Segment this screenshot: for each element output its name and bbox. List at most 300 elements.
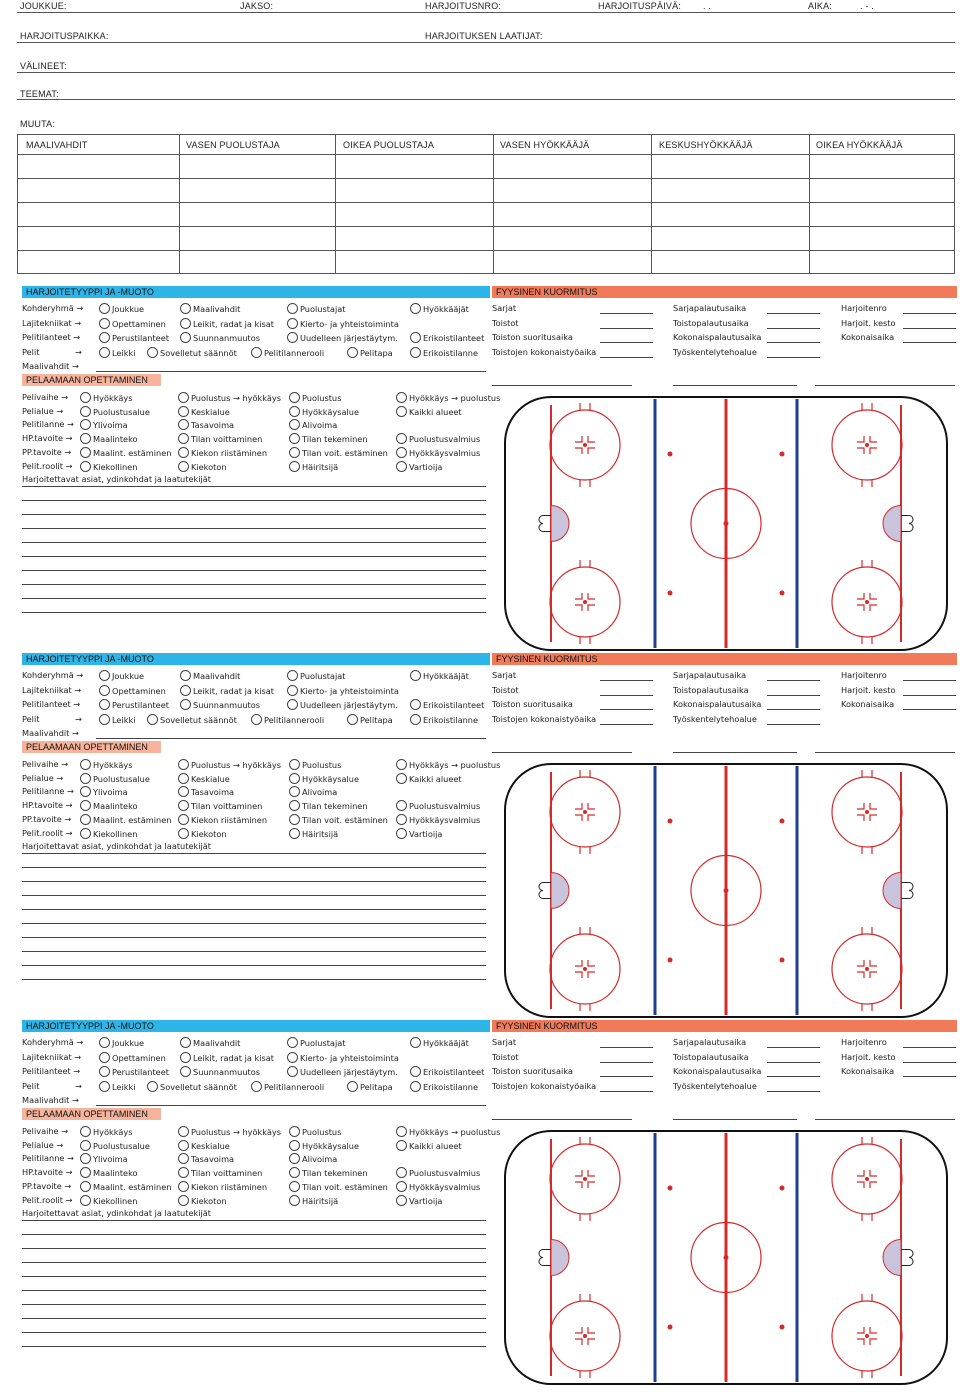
- load-input-line[interactable]: [903, 1047, 956, 1048]
- radio-circle[interactable]: [80, 800, 91, 811]
- option-joukkue[interactable]: Joukkue: [99, 1037, 144, 1049]
- load-input-line[interactable]: [903, 328, 956, 329]
- radio-circle[interactable]: [396, 800, 407, 811]
- radio-circle[interactable]: [396, 1195, 407, 1206]
- option-kaikki-alueet[interactable]: Kaikki alueet: [396, 1140, 462, 1152]
- option-maalinteko[interactable]: Maalinteko: [80, 1167, 138, 1179]
- notes-line[interactable]: [22, 598, 486, 599]
- radio-circle[interactable]: [396, 828, 407, 839]
- ice-rink[interactable]: [495, 762, 957, 1019]
- notes-line[interactable]: [22, 528, 486, 529]
- radio-circle[interactable]: [396, 433, 407, 444]
- radio-circle[interactable]: [410, 714, 421, 725]
- load-input-line[interactable]: [767, 313, 820, 314]
- radio-circle[interactable]: [396, 1167, 407, 1178]
- ice-rink[interactable]: [495, 395, 957, 652]
- radio-circle[interactable]: [178, 828, 189, 839]
- radio-circle[interactable]: [178, 1140, 189, 1151]
- option-häiritsijä[interactable]: Häiritsijä: [289, 828, 338, 840]
- notes-line[interactable]: [22, 556, 486, 557]
- option-pelitapa[interactable]: Pelitapa: [347, 714, 393, 726]
- option-hyökkäys[interactable]: Hyökkäys: [80, 759, 132, 771]
- radio-circle[interactable]: [178, 800, 189, 811]
- option-vartioija[interactable]: Vartioija: [396, 1195, 442, 1207]
- radio-circle[interactable]: [80, 1167, 91, 1178]
- option-puolustus[interactable]: Puolustus: [289, 392, 341, 404]
- radio-circle[interactable]: [99, 1052, 110, 1063]
- option-pelitapa[interactable]: Pelitapa: [347, 347, 393, 359]
- radio-circle[interactable]: [80, 433, 91, 444]
- load-input-line[interactable]: [903, 313, 956, 314]
- radio-circle[interactable]: [347, 347, 358, 358]
- option-tilan-tekeminen[interactable]: Tilan tekeminen: [289, 1167, 368, 1179]
- radio-circle[interactable]: [178, 786, 189, 797]
- radio-circle[interactable]: [289, 406, 300, 417]
- notes-line[interactable]: [22, 979, 486, 980]
- option-leikit-radat-ja-kisat[interactable]: Leikit, radat ja kisat: [180, 318, 274, 330]
- load-input-line[interactable]: [600, 342, 653, 343]
- radio-circle[interactable]: [180, 1052, 191, 1063]
- notes-line[interactable]: [22, 867, 486, 868]
- load-input-line[interactable]: [767, 357, 820, 358]
- option-alivoima[interactable]: Alivoima: [289, 419, 337, 431]
- radio-circle[interactable]: [178, 433, 189, 444]
- option-erikoistilanteet[interactable]: Erikoistilanteet: [410, 332, 484, 344]
- option-puolustajat[interactable]: Puolustajat: [287, 670, 345, 682]
- radio-circle[interactable]: [289, 1181, 300, 1192]
- radio-circle[interactable]: [410, 303, 421, 314]
- option-puolustajat[interactable]: Puolustajat: [287, 1037, 345, 1049]
- option-kaikki-alueet[interactable]: Kaikki alueet: [396, 406, 462, 418]
- option-pelitilannerooli[interactable]: Pelitilannerooli: [251, 1081, 324, 1093]
- radio-circle[interactable]: [99, 714, 110, 725]
- load-extra-line[interactable]: [492, 1119, 632, 1120]
- option-maalivahdit[interactable]: Maalivahdit: [180, 670, 240, 682]
- radio-circle[interactable]: [251, 1081, 262, 1092]
- radio-circle[interactable]: [410, 1081, 421, 1092]
- radio-circle[interactable]: [99, 347, 110, 358]
- load-extra-line[interactable]: [673, 752, 797, 753]
- option-puolustusalue[interactable]: Puolustusalue: [80, 1140, 150, 1152]
- notes-line[interactable]: [22, 1220, 486, 1221]
- load-input-line[interactable]: [600, 1047, 653, 1048]
- radio-circle[interactable]: [80, 461, 91, 472]
- notes-line[interactable]: [22, 1248, 486, 1249]
- option-hyökkäys[interactable]: Hyökkäys: [80, 1126, 132, 1138]
- radio-circle[interactable]: [178, 461, 189, 472]
- option-kiekon-riistäminen[interactable]: Kiekon riistäminen: [178, 814, 267, 826]
- load-input-line[interactable]: [903, 709, 956, 710]
- notes-line[interactable]: [22, 909, 486, 910]
- radio-circle[interactable]: [410, 699, 421, 710]
- radio-circle[interactable]: [251, 714, 262, 725]
- radio-circle[interactable]: [178, 392, 189, 403]
- radio-circle[interactable]: [80, 814, 91, 825]
- option-leikki[interactable]: Leikki: [99, 347, 136, 359]
- option-suunnanmuutos[interactable]: Suunnanmuutos: [180, 1066, 260, 1078]
- time-value[interactable]: . - .: [860, 1, 874, 11]
- option-alivoima[interactable]: Alivoima: [289, 786, 337, 798]
- radio-circle[interactable]: [396, 773, 407, 784]
- radio-circle[interactable]: [80, 392, 91, 403]
- notes-line[interactable]: [22, 500, 486, 501]
- radio-circle[interactable]: [147, 714, 158, 725]
- load-extra-line[interactable]: [492, 752, 632, 753]
- option-uudelleen-järjestäytym[interactable]: Uudelleen järjestäytym.: [287, 332, 398, 344]
- notes-line[interactable]: [22, 1346, 486, 1347]
- option-pelitilannerooli[interactable]: Pelitilannerooli: [251, 347, 324, 359]
- notes-line[interactable]: [22, 1276, 486, 1277]
- radio-circle[interactable]: [80, 1126, 91, 1137]
- notes-line[interactable]: [22, 514, 486, 515]
- option-maalint-estäminen[interactable]: Maalint. estäminen: [80, 1181, 171, 1193]
- radio-circle[interactable]: [147, 1081, 158, 1092]
- radio-circle[interactable]: [289, 1167, 300, 1178]
- option-tilan-voittaminen[interactable]: Tilan voittaminen: [178, 433, 262, 445]
- radio-circle[interactable]: [80, 419, 91, 430]
- notes-line[interactable]: [22, 895, 486, 896]
- goalies-line[interactable]: [96, 738, 486, 739]
- notes-line[interactable]: [22, 612, 486, 613]
- radio-circle[interactable]: [410, 332, 421, 343]
- option-erikoistilanne[interactable]: Erikoistilanne: [410, 714, 478, 726]
- option-suunnanmuutos[interactable]: Suunnanmuutos: [180, 699, 260, 711]
- radio-circle[interactable]: [99, 670, 110, 681]
- notes-line[interactable]: [22, 1262, 486, 1263]
- option-perustilanteet[interactable]: Perustilanteet: [99, 1066, 169, 1078]
- radio-circle[interactable]: [289, 759, 300, 770]
- option-kierto-ja-yhteistoiminta[interactable]: Kierto- ja yhteistoiminta: [287, 1052, 399, 1064]
- option-opettaminen[interactable]: Opettaminen: [99, 318, 166, 330]
- option-hyökkääjät[interactable]: Hyökkääjät: [410, 1037, 469, 1049]
- option-kiekon-riistäminen[interactable]: Kiekon riistäminen: [178, 1181, 267, 1193]
- radio-circle[interactable]: [99, 1037, 110, 1048]
- option-hyökkäysalue[interactable]: Hyökkäysalue: [289, 406, 359, 418]
- option-pelitilannerooli[interactable]: Pelitilannerooli: [251, 714, 324, 726]
- radio-circle[interactable]: [178, 1181, 189, 1192]
- radio-circle[interactable]: [80, 447, 91, 458]
- option-sovelletut-säännöt[interactable]: Sovelletut säännöt: [147, 1081, 237, 1093]
- option-tilan-voittaminen[interactable]: Tilan voittaminen: [178, 1167, 262, 1179]
- radio-circle[interactable]: [287, 303, 298, 314]
- option-tilan-voit-estäminen[interactable]: Tilan voit. estäminen: [289, 1181, 388, 1193]
- option-ylivoima[interactable]: Ylivoima: [80, 786, 128, 798]
- load-input-line[interactable]: [903, 1062, 956, 1063]
- option-tilan-voittaminen[interactable]: Tilan voittaminen: [178, 800, 262, 812]
- radio-circle[interactable]: [80, 759, 91, 770]
- radio-circle[interactable]: [180, 303, 191, 314]
- option-ylivoima[interactable]: Ylivoima: [80, 1153, 128, 1165]
- load-input-line[interactable]: [767, 1091, 820, 1092]
- option-leikki[interactable]: Leikki: [99, 714, 136, 726]
- radio-circle[interactable]: [410, 1037, 421, 1048]
- option-hyökkäys-puolustus[interactable]: Hyökkäys → puolustus: [396, 759, 500, 771]
- radio-circle[interactable]: [396, 406, 407, 417]
- radio-circle[interactable]: [147, 347, 158, 358]
- option-perustilanteet[interactable]: Perustilanteet: [99, 699, 169, 711]
- load-input-line[interactable]: [767, 342, 820, 343]
- option-puolustus-hyökkäys[interactable]: Puolustus → hyökkäys: [178, 759, 281, 771]
- load-input-line[interactable]: [767, 1076, 820, 1077]
- radio-circle[interactable]: [289, 1140, 300, 1151]
- option-kiekoton[interactable]: Kiekoton: [178, 461, 227, 473]
- radio-circle[interactable]: [287, 685, 298, 696]
- radio-circle[interactable]: [80, 1195, 91, 1206]
- option-häiritsijä[interactable]: Häiritsijä: [289, 461, 338, 473]
- radio-circle[interactable]: [289, 433, 300, 444]
- radio-circle[interactable]: [287, 332, 298, 343]
- radio-circle[interactable]: [396, 392, 407, 403]
- option-ylivoima[interactable]: Ylivoima: [80, 419, 128, 431]
- radio-circle[interactable]: [287, 1052, 298, 1063]
- radio-circle[interactable]: [178, 814, 189, 825]
- option-maalinteko[interactable]: Maalinteko: [80, 800, 138, 812]
- option-hyökkäysalue[interactable]: Hyökkäysalue: [289, 773, 359, 785]
- option-puolustus[interactable]: Puolustus: [289, 759, 341, 771]
- load-extra-line[interactable]: [815, 1119, 955, 1120]
- radio-circle[interactable]: [178, 419, 189, 430]
- load-input-line[interactable]: [767, 680, 820, 681]
- radio-circle[interactable]: [178, 447, 189, 458]
- radio-circle[interactable]: [289, 1195, 300, 1206]
- option-uudelleen-järjestäytym[interactable]: Uudelleen järjestäytym.: [287, 699, 398, 711]
- option-erikoistilanne[interactable]: Erikoistilanne: [410, 347, 478, 359]
- notes-line[interactable]: [22, 1332, 486, 1333]
- radio-circle[interactable]: [178, 1167, 189, 1178]
- option-erikoistilanteet[interactable]: Erikoistilanteet: [410, 699, 484, 711]
- option-perustilanteet[interactable]: Perustilanteet: [99, 332, 169, 344]
- radio-circle[interactable]: [410, 1066, 421, 1077]
- option-suunnanmuutos[interactable]: Suunnanmuutos: [180, 332, 260, 344]
- option-häiritsijä[interactable]: Häiritsijä: [289, 1195, 338, 1207]
- option-hyökkäysvalmius[interactable]: Hyökkäysvalmius: [396, 1181, 480, 1193]
- option-kiekollinen[interactable]: Kiekollinen: [80, 461, 137, 473]
- load-input-line[interactable]: [767, 328, 820, 329]
- radio-circle[interactable]: [289, 828, 300, 839]
- radio-circle[interactable]: [80, 406, 91, 417]
- notes-line[interactable]: [22, 570, 486, 571]
- radio-circle[interactable]: [80, 828, 91, 839]
- option-puolustusvalmius[interactable]: Puolustusvalmius: [396, 433, 480, 445]
- option-puolustus-hyökkäys[interactable]: Puolustus → hyökkäys: [178, 392, 281, 404]
- notes-line[interactable]: [22, 951, 486, 952]
- load-input-line[interactable]: [767, 1062, 820, 1063]
- load-input-line[interactable]: [600, 724, 653, 725]
- radio-circle[interactable]: [289, 786, 300, 797]
- option-sovelletut-säännöt[interactable]: Sovelletut säännöt: [147, 714, 237, 726]
- notes-line[interactable]: [22, 853, 486, 854]
- option-leikit-radat-ja-kisat[interactable]: Leikit, radat ja kisat: [180, 1052, 274, 1064]
- load-input-line[interactable]: [767, 1047, 820, 1048]
- radio-circle[interactable]: [396, 461, 407, 472]
- option-erikoistilanteet[interactable]: Erikoistilanteet: [410, 1066, 484, 1078]
- option-hyökkääjät[interactable]: Hyökkääjät: [410, 303, 469, 315]
- notes-line[interactable]: [22, 965, 486, 966]
- radio-circle[interactable]: [99, 699, 110, 710]
- option-uudelleen-järjestäytym[interactable]: Uudelleen järjestäytym.: [287, 1066, 398, 1078]
- option-kiekoton[interactable]: Kiekoton: [178, 1195, 227, 1207]
- option-hyökkäys-puolustus[interactable]: Hyökkäys → puolustus: [396, 1126, 500, 1138]
- notes-line[interactable]: [22, 1234, 486, 1235]
- load-input-line[interactable]: [903, 695, 956, 696]
- radio-circle[interactable]: [396, 1140, 407, 1151]
- radio-circle[interactable]: [80, 1153, 91, 1164]
- radio-circle[interactable]: [180, 699, 191, 710]
- radio-circle[interactable]: [180, 670, 191, 681]
- option-kiekon-riistäminen[interactable]: Kiekon riistäminen: [178, 447, 267, 459]
- radio-circle[interactable]: [251, 347, 262, 358]
- radio-circle[interactable]: [99, 1066, 110, 1077]
- radio-circle[interactable]: [289, 447, 300, 458]
- radio-circle[interactable]: [99, 332, 110, 343]
- radio-circle[interactable]: [99, 685, 110, 696]
- radio-circle[interactable]: [178, 406, 189, 417]
- option-erikoistilanne[interactable]: Erikoistilanne: [410, 1081, 478, 1093]
- option-keskialue[interactable]: Keskialue: [178, 773, 230, 785]
- radio-circle[interactable]: [287, 1066, 298, 1077]
- option-kiekollinen[interactable]: Kiekollinen: [80, 1195, 137, 1207]
- radio-circle[interactable]: [180, 318, 191, 329]
- option-maalivahdit[interactable]: Maalivahdit: [180, 303, 240, 315]
- option-kierto-ja-yhteistoiminta[interactable]: Kierto- ja yhteistoiminta: [287, 685, 399, 697]
- radio-circle[interactable]: [180, 685, 191, 696]
- load-input-line[interactable]: [600, 709, 653, 710]
- option-puolustusalue[interactable]: Puolustusalue: [80, 773, 150, 785]
- radio-circle[interactable]: [287, 699, 298, 710]
- radio-circle[interactable]: [289, 1153, 300, 1164]
- radio-circle[interactable]: [289, 392, 300, 403]
- radio-circle[interactable]: [178, 1195, 189, 1206]
- radio-circle[interactable]: [396, 759, 407, 770]
- load-input-line[interactable]: [600, 328, 653, 329]
- radio-circle[interactable]: [180, 1066, 191, 1077]
- option-tilan-tekeminen[interactable]: Tilan tekeminen: [289, 433, 368, 445]
- radio-circle[interactable]: [396, 814, 407, 825]
- radio-circle[interactable]: [347, 1081, 358, 1092]
- radio-circle[interactable]: [410, 670, 421, 681]
- load-extra-line[interactable]: [815, 752, 955, 753]
- notes-line[interactable]: [22, 1290, 486, 1291]
- radio-circle[interactable]: [287, 670, 298, 681]
- option-keskialue[interactable]: Keskialue: [178, 1140, 230, 1152]
- radio-circle[interactable]: [178, 1126, 189, 1137]
- option-puolustusalue[interactable]: Puolustusalue: [80, 406, 150, 418]
- ice-rink[interactable]: [495, 1129, 957, 1386]
- radio-circle[interactable]: [180, 1037, 191, 1048]
- radio-circle[interactable]: [289, 814, 300, 825]
- radio-circle[interactable]: [178, 759, 189, 770]
- notes-line[interactable]: [22, 584, 486, 585]
- option-kaikki-alueet[interactable]: Kaikki alueet: [396, 773, 462, 785]
- option-opettaminen[interactable]: Opettaminen: [99, 685, 166, 697]
- radio-circle[interactable]: [80, 1140, 91, 1151]
- option-pelitapa[interactable]: Pelitapa: [347, 1081, 393, 1093]
- notes-line[interactable]: [22, 1318, 486, 1319]
- option-puolustus[interactable]: Puolustus: [289, 1126, 341, 1138]
- load-extra-line[interactable]: [673, 1119, 797, 1120]
- option-kiekoton[interactable]: Kiekoton: [178, 828, 227, 840]
- notes-line[interactable]: [22, 937, 486, 938]
- radio-circle[interactable]: [396, 1126, 407, 1137]
- radio-circle[interactable]: [80, 773, 91, 784]
- notes-line[interactable]: [22, 923, 486, 924]
- load-input-line[interactable]: [600, 680, 653, 681]
- option-tasavoima[interactable]: Tasavoima: [178, 786, 234, 798]
- option-leikit-radat-ja-kisat[interactable]: Leikit, radat ja kisat: [180, 685, 274, 697]
- notes-line[interactable]: [22, 1304, 486, 1305]
- option-joukkue[interactable]: Joukkue: [99, 670, 144, 682]
- practice-date-value[interactable]: . .: [703, 1, 712, 11]
- option-hyökkäysvalmius[interactable]: Hyökkäysvalmius: [396, 814, 480, 826]
- option-puolustusvalmius[interactable]: Puolustusvalmius: [396, 800, 480, 812]
- load-input-line[interactable]: [600, 695, 653, 696]
- goalies-line[interactable]: [96, 371, 486, 372]
- load-input-line[interactable]: [767, 695, 820, 696]
- radio-circle[interactable]: [347, 714, 358, 725]
- notes-line[interactable]: [22, 486, 486, 487]
- radio-circle[interactable]: [289, 800, 300, 811]
- option-vartioija[interactable]: Vartioija: [396, 828, 442, 840]
- radio-circle[interactable]: [99, 318, 110, 329]
- option-maalint-estäminen[interactable]: Maalint. estäminen: [80, 814, 171, 826]
- radio-circle[interactable]: [396, 447, 407, 458]
- option-vartioija[interactable]: Vartioija: [396, 461, 442, 473]
- load-input-line[interactable]: [600, 1076, 653, 1077]
- option-hyökkäys[interactable]: Hyökkäys: [80, 392, 132, 404]
- load-extra-line[interactable]: [492, 385, 632, 386]
- option-leikki[interactable]: Leikki: [99, 1081, 136, 1093]
- option-tilan-tekeminen[interactable]: Tilan tekeminen: [289, 800, 368, 812]
- option-tasavoima[interactable]: Tasavoima: [178, 1153, 234, 1165]
- load-input-line[interactable]: [600, 1062, 653, 1063]
- radio-circle[interactable]: [289, 773, 300, 784]
- load-input-line[interactable]: [903, 1076, 956, 1077]
- option-tilan-voit-estäminen[interactable]: Tilan voit. estäminen: [289, 447, 388, 459]
- option-hyökkäys-puolustus[interactable]: Hyökkäys → puolustus: [396, 392, 500, 404]
- option-hyökkäysvalmius[interactable]: Hyökkäysvalmius: [396, 447, 480, 459]
- load-input-line[interactable]: [903, 680, 956, 681]
- option-keskialue[interactable]: Keskialue: [178, 406, 230, 418]
- radio-circle[interactable]: [80, 786, 91, 797]
- load-extra-line[interactable]: [815, 385, 955, 386]
- notes-line[interactable]: [22, 881, 486, 882]
- radio-circle[interactable]: [410, 347, 421, 358]
- radio-circle[interactable]: [396, 1181, 407, 1192]
- option-maalinteko[interactable]: Maalinteko: [80, 433, 138, 445]
- option-puolustusvalmius[interactable]: Puolustusvalmius: [396, 1167, 480, 1179]
- radio-circle[interactable]: [99, 303, 110, 314]
- radio-circle[interactable]: [99, 1081, 110, 1092]
- radio-circle[interactable]: [289, 419, 300, 430]
- option-hyökkääjät[interactable]: Hyökkääjät: [410, 670, 469, 682]
- option-tasavoima[interactable]: Tasavoima: [178, 419, 234, 431]
- load-input-line[interactable]: [767, 724, 820, 725]
- option-maalivahdit[interactable]: Maalivahdit: [180, 1037, 240, 1049]
- option-opettaminen[interactable]: Opettaminen: [99, 1052, 166, 1064]
- option-joukkue[interactable]: Joukkue: [99, 303, 144, 315]
- option-alivoima[interactable]: Alivoima: [289, 1153, 337, 1165]
- option-puolustajat[interactable]: Puolustajat: [287, 303, 345, 315]
- load-input-line[interactable]: [600, 1091, 653, 1092]
- goalies-line[interactable]: [96, 1105, 486, 1106]
- radio-circle[interactable]: [287, 318, 298, 329]
- option-tilan-voit-estäminen[interactable]: Tilan voit. estäminen: [289, 814, 388, 826]
- load-input-line[interactable]: [600, 357, 653, 358]
- radio-circle[interactable]: [178, 773, 189, 784]
- load-input-line[interactable]: [903, 342, 956, 343]
- option-puolustus-hyökkäys[interactable]: Puolustus → hyökkäys: [178, 1126, 281, 1138]
- option-kierto-ja-yhteistoiminta[interactable]: Kierto- ja yhteistoiminta: [287, 318, 399, 330]
